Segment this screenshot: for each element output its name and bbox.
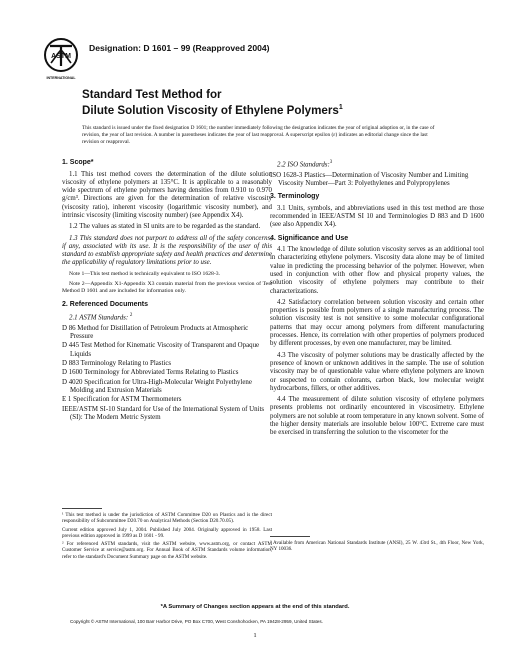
left-column <box>62 159 272 560</box>
title-text: Dilute Solution Viscosity of Ethylene Polymers <box>82 103 339 117</box>
significance-4-1: 4.1 The knowledge of dilute solution viscosity serves as an additional tool in characterizing ethylene polymers. Viscosity data alone may be of limited value in predicting the processing behavior of the polymer. However, when used in conjunction with other flow and physical property values, the solution viscosity of ethylene polymers may contribute to their characterizations. <box>270 246 484 295</box>
reference-item: D 445 Test Method for Kinematic Viscosity of Transparent and Opaque Liquids <box>62 342 260 358</box>
reference-list <box>62 325 272 422</box>
footnote-3: ³ Available from American National Standards Institute (ANSI), 25 W. 43rd St., 4th Floor, New York, NY 10036. <box>270 540 484 553</box>
svg-text:ASTM: ASTM <box>51 53 71 60</box>
footnote-1b: Current edition approved July 1, 2004. Published July 2004. Originally approved in 1958. Last previous edition approved in 1999 as D 1601 - 99. <box>62 526 272 539</box>
reference-item: D 1600 Terminology for Abbreviated Terms Relating to Plastics <box>62 369 239 377</box>
significance-4-4: 4.4 The measurement of dilute solution viscosity of ethylene polymers presents problems not ordinarily encountered in viscosimetry. Ethylene polymers are not soluble at room temperature in any known solvent. Some of the higher density materials are insoluble below 100°C. Extreme care must be exercised in transferring the solution to the viscometer for the <box>270 396 484 437</box>
scope-1-2: 1.2 The values as stated in SI units are to be regarded as the standard. <box>69 223 261 231</box>
scope-1-1: 1.1 This test method covers the determination of the dilute solution viscosity of ethylene polymers at 135°C. It is applicable to a reasonably wide spectrum of ethylene polymers having densities from 0.910 to 0.970 g/cm³. Directions are given for the determination of relative viscosity (viscosity ratio), inherent viscosity (logarithmic viscosity number), and intrinsic viscosity (limiting viscosity number) (see Appendix X4). <box>62 170 272 219</box>
right-column <box>270 159 484 553</box>
footnotes-left <box>62 512 272 562</box>
scope-heading: 1. Scope* <box>62 159 94 166</box>
title-line2 <box>82 101 482 117</box>
title-block <box>82 88 482 117</box>
significance-4-2: 4.2 Satisfactory correlation between solution viscosity and certain other properties is possible from polymers of a single manufacturing process. The solution viscosity test is not sensitive to some molecular configurational patterns that may occur among polymers from different manufacturing processes. Hence, its correlation with other properties of polymers produced by different processes, by even one manufacturer, may be limited. <box>270 298 484 348</box>
reference-item: D 883 Terminology Relating to Plastics <box>62 360 172 368</box>
terminology-heading: 3. Terminology <box>270 193 320 201</box>
iso-1628-3: ISO 1628-3 Plastics—Determination of Viscosity Number and Limiting Viscosity Number—Part 3: Polyethylenes and Polypropylenes <box>270 171 469 187</box>
reference-item: E 1 Specification for ASTM Thermometers <box>62 396 182 404</box>
astm-standards-label: 2.1 ASTM Standards: $^2$ <box>69 313 133 322</box>
summary-of-changes-note: *A Summary of Changes section appears at the end of this standard. <box>160 604 350 610</box>
reference-item: IEEE/ASTM SI-10 Standard for Use of the International System of Units (SI): The Modern Metric System <box>62 405 265 421</box>
note-1: Note 1—This test method is technically equivalent to ISO 1628-3. <box>69 270 221 277</box>
footnote-1: ¹ This test method is under the jurisdiction of ASTM Committee D20 on Plastics and is the direct responsibility of Subcommittee D20.70 on Analytical Methods (Section D20.70.05). <box>62 512 272 525</box>
footnotes-right <box>270 540 484 555</box>
title-line1: Standard Test Method for <box>82 88 222 101</box>
scope-1-3: 1.3 This standard does not purport to address all of the safety concerns, if any, associated with its use. It is the responsibility of the user of this standard to establish appropriate safety and health practices and determine the applicability of regulatory limitations prior to use. <box>62 234 272 267</box>
iso-standards-label: 2.2 ISO Standards:$^3$ <box>277 160 333 169</box>
footnote-rule <box>62 508 102 509</box>
note-2: Note 2—Appendix X1-Appendix X3 contain material from the previous version of Test Method D 1601 and are included for information only. <box>62 280 272 294</box>
significance-heading: 4. Significance and Use <box>270 234 349 242</box>
reference-item: D 86 Method for Distillation of Petroleum Products at Atmospheric Pressure <box>62 324 249 341</box>
page-number: 1 <box>253 632 257 639</box>
references-heading: 2. Referenced Documents <box>62 300 148 308</box>
svg-text:INTERNATIONAL: INTERNATIONAL <box>46 76 76 80</box>
astm-logo-icon <box>41 36 81 82</box>
title-footnote-mark: 1 <box>338 104 343 111</box>
issuance-note: This standard is issued under the fixed designation D 1601; the number immediately following the designation indicates the year of original adoption or, in the case of revision, the year of last revision. A number in parentheses indicates the year of last reapproval. A superscript epsilon (ε) indicates an editorial change since the last revision or reapproval. <box>82 125 435 146</box>
footnote-rule-right <box>270 536 310 537</box>
footnote-2: ² For referenced ASTM standards, visit the ASTM website, www.astm.org, or contact ASTM Customer Service at service@astm.org. For Annual Book of ASTM Standards volume information, refer to the standard's Document Summary page on the ASTM website. <box>62 541 272 560</box>
copyright: Copyright © ASTM International, 100 Barr Harbor Drive, PO Box C700, West Conshohocken, PA 19428-2959, United States. <box>70 619 323 624</box>
terminology-3-1: 3.1 Units, symbols, and abbreviations used in this test method are those recommended in IEEE/ASTM SI 10 and Terminologies D 883 and D 1600 (see also Appendix X4). <box>270 204 484 229</box>
designation: Designation: D 1601 – 99 (Reapproved 2004) <box>89 43 270 53</box>
reference-item: D 4020 Specification for Ultra-High-Molecular Weight Polyethylene Molding and Extrusion Materials <box>62 378 252 394</box>
significance-4-3: 4.3 The viscosity of polymer solutions may be drastically affected by the presence of known or unknown additives in the sample. The use of solution viscosity may be of questionable value where ethylene polymers are known or suspected to contain colorants, carbon black, low molecular weight hydrocarbons, fillers, or other additives. <box>270 351 484 392</box>
